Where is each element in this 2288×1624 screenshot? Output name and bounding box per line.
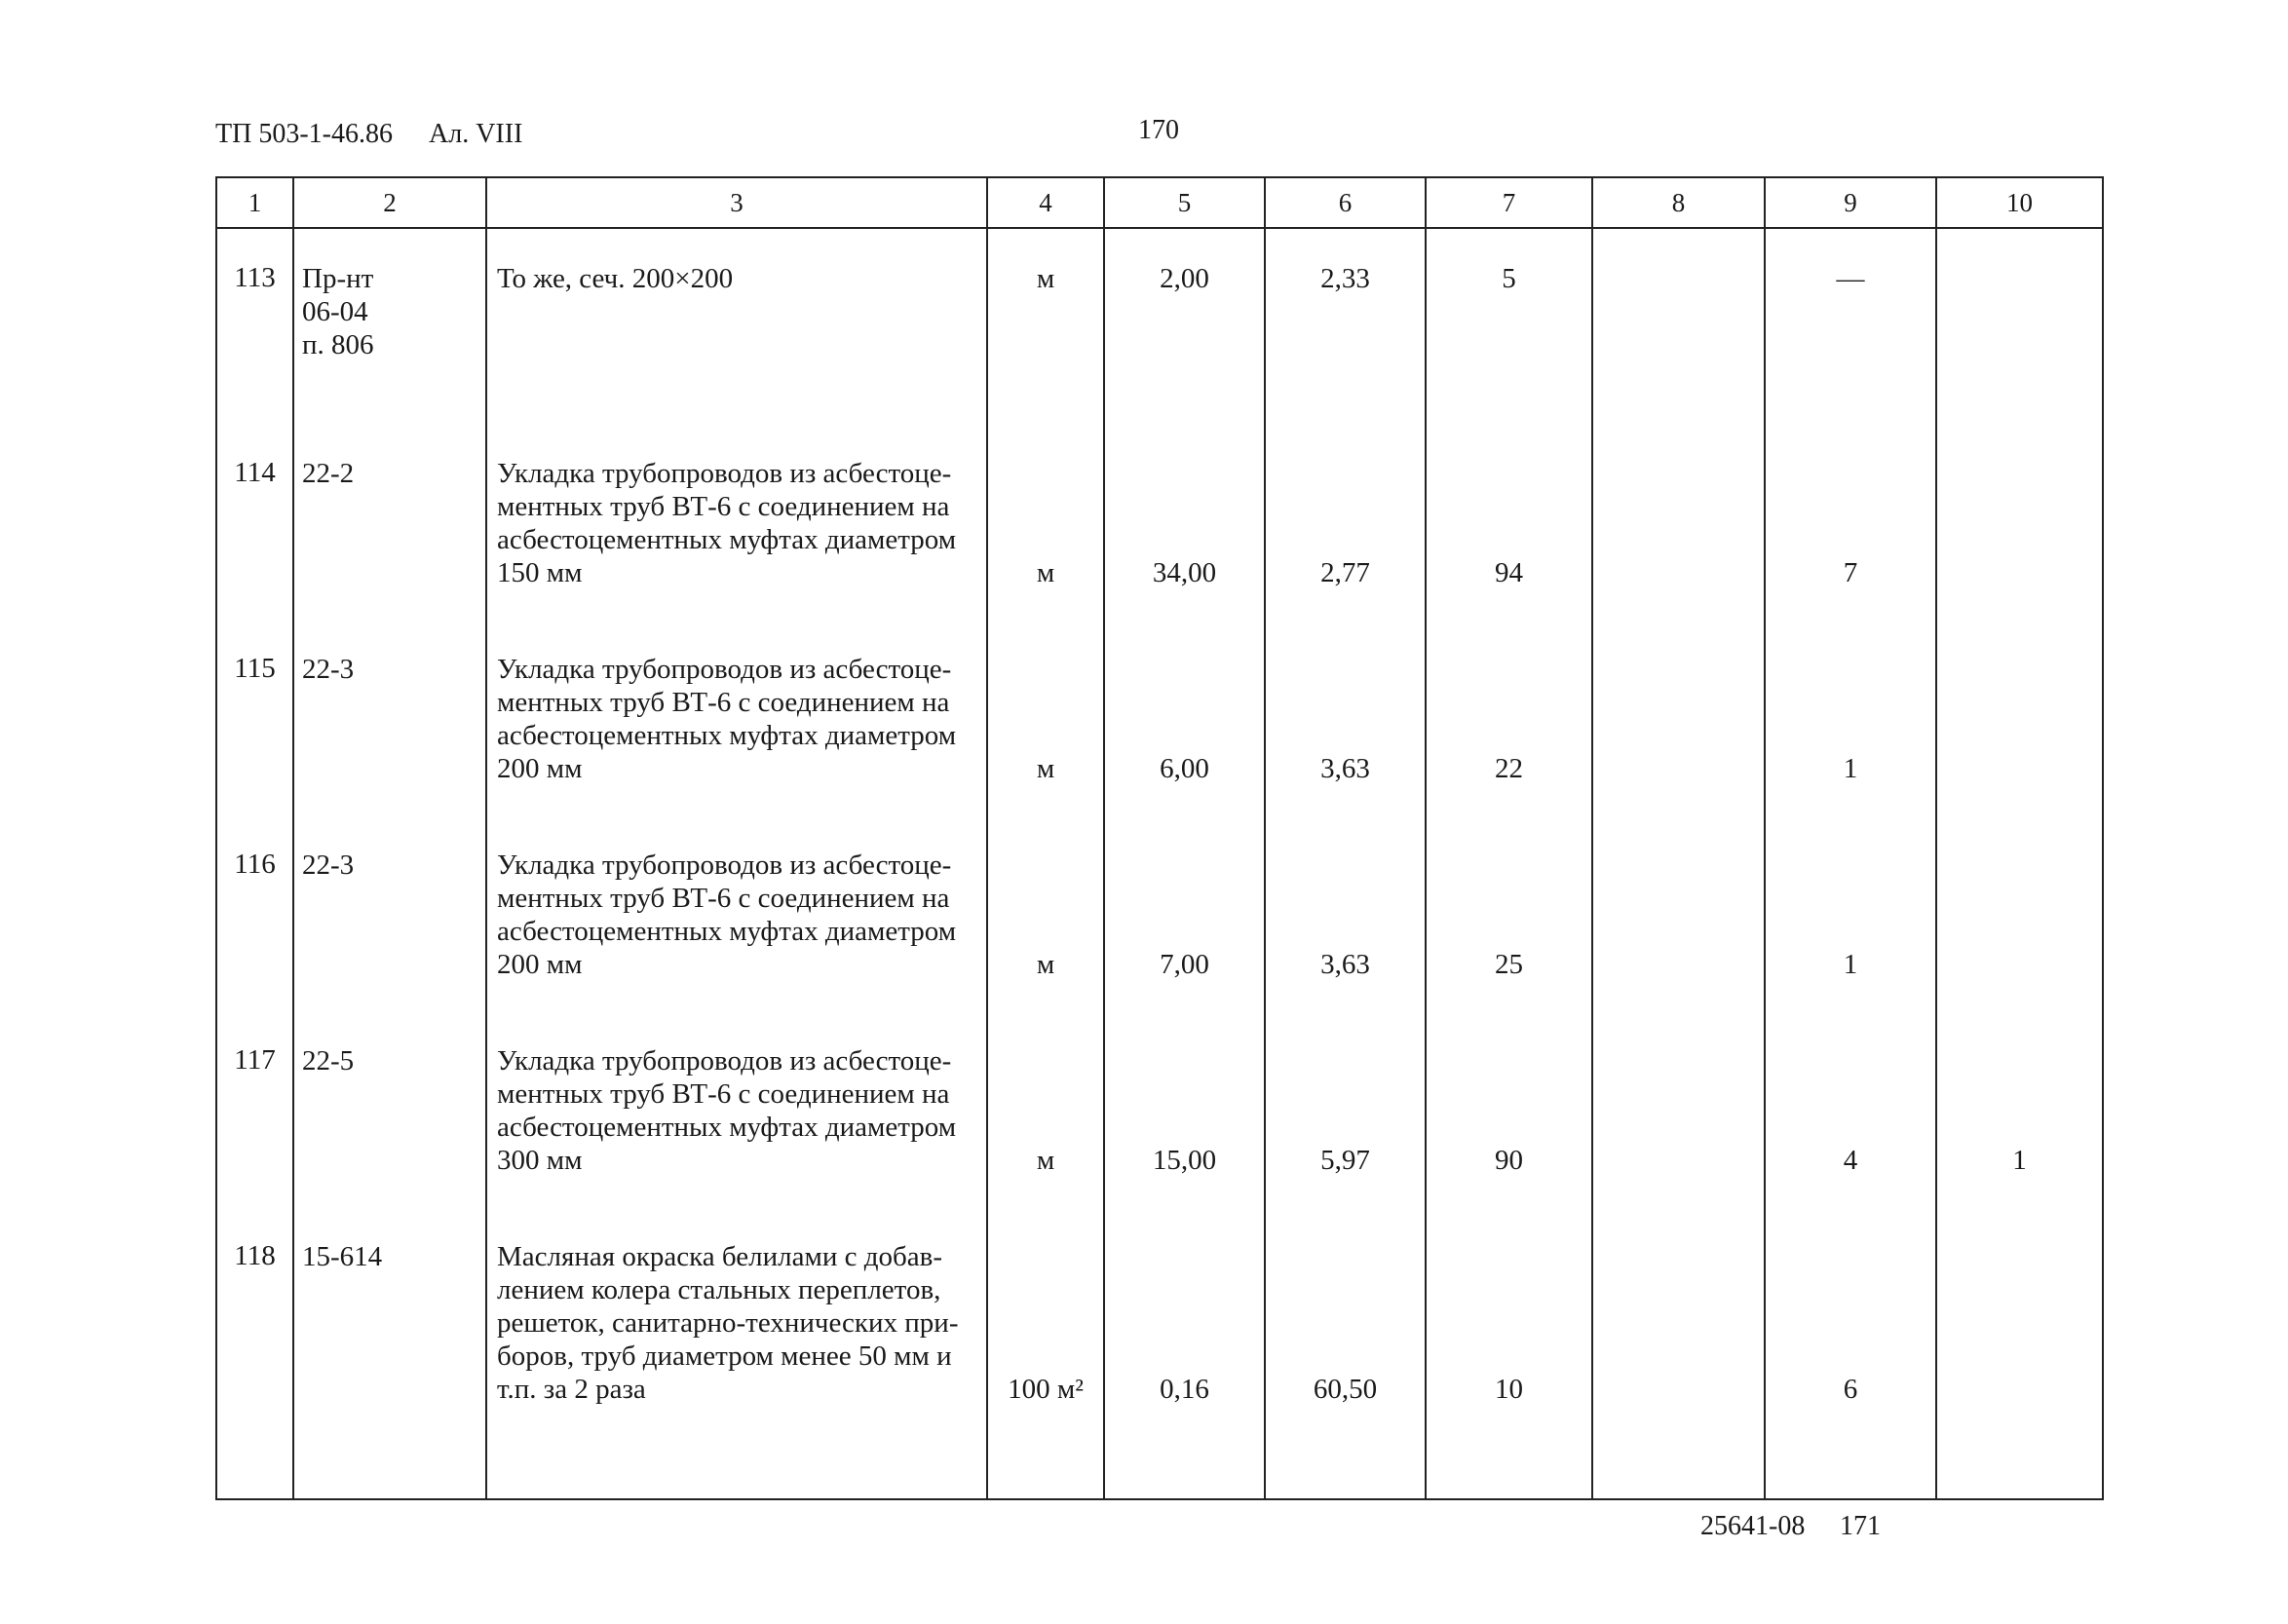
column-9-value-text: 1 xyxy=(1843,753,1858,784)
album-number: Ал. VIII xyxy=(429,119,523,149)
norm-code-line: 22-2 xyxy=(302,458,355,489)
quantity xyxy=(1104,424,1265,620)
column-8-value xyxy=(1592,620,1765,815)
column-header-6: 6 xyxy=(1265,177,1426,228)
column-10-value-text xyxy=(1937,262,2102,295)
column-10-value xyxy=(1936,815,2103,1011)
column-9-value xyxy=(1765,620,1936,815)
work-description-line: лением колера стальных переплетов, xyxy=(497,1274,941,1305)
row-number: 117 xyxy=(216,1011,293,1207)
work-description-line: Укладка трубопроводов из асбестоце- xyxy=(497,654,952,685)
column-9-value-text: 1 xyxy=(1843,949,1858,980)
column-10-value-text xyxy=(1937,948,2102,981)
norm-code-line: Пр-нт xyxy=(302,263,374,294)
norm-code xyxy=(293,815,486,1011)
column-header-7: 7 xyxy=(1426,177,1592,228)
column-9-value-text: 6 xyxy=(1843,1374,1858,1405)
column-10-value xyxy=(1936,620,2103,815)
work-description-line: асбестоцементных муфтах диаметром xyxy=(497,1112,957,1143)
column-10-value xyxy=(1936,1207,2103,1499)
work-description-line: ментных труб ВТ-6 с соединением на xyxy=(497,883,950,914)
row-number: 118 xyxy=(216,1207,293,1499)
work-description-line: 200 мм xyxy=(497,949,583,980)
norm-code-line: 22-3 xyxy=(302,654,355,685)
unit-price-text: 60,50 xyxy=(1313,1374,1378,1405)
unit-of-measure-text: м xyxy=(1036,557,1055,588)
work-description-line: Укладка трубопроводов из асбестоце- xyxy=(497,1045,952,1076)
column-8-value-text xyxy=(1593,752,1764,785)
unit-price xyxy=(1265,620,1426,815)
unit-price xyxy=(1265,424,1426,620)
work-description-line: ментных труб ВТ-6 с соединением на xyxy=(497,687,950,718)
total-cost-text: 94 xyxy=(1495,557,1523,588)
unit-of-measure-text: м xyxy=(1036,263,1055,294)
page-number: 170 xyxy=(1138,115,1179,145)
work-description-line: т.п. за 2 раза xyxy=(497,1374,646,1405)
column-8-value-text xyxy=(1593,948,1764,981)
work-description xyxy=(486,228,987,424)
column-8-value xyxy=(1592,1011,1765,1207)
quantity-text: 0,16 xyxy=(1160,1374,1209,1405)
unit-price-text: 5,97 xyxy=(1320,1145,1370,1176)
column-10-value-text: 1 xyxy=(2012,1145,2027,1176)
table-row xyxy=(216,815,2103,1011)
column-9-value xyxy=(1765,1011,1936,1207)
work-description-line: ментных труб ВТ-6 с соединением на xyxy=(497,1078,950,1110)
column-9-value-text: — xyxy=(1836,263,1865,294)
total-cost xyxy=(1426,1207,1592,1499)
work-description-line: Масляная окраска белилами с добав- xyxy=(497,1241,942,1272)
quantity xyxy=(1104,228,1265,424)
column-header-2: 2 xyxy=(293,177,486,228)
work-description-line: 200 мм xyxy=(497,753,583,784)
quantity xyxy=(1104,620,1265,815)
column-header-4: 4 xyxy=(987,177,1104,228)
unit-of-measure xyxy=(987,228,1104,424)
work-description-line: Укладка трубопроводов из асбестоце- xyxy=(497,850,952,881)
total-cost-text: 25 xyxy=(1495,949,1523,980)
unit-of-measure xyxy=(987,1207,1104,1499)
column-8-value-text xyxy=(1593,556,1764,589)
quantity xyxy=(1104,815,1265,1011)
unit-of-measure xyxy=(987,424,1104,620)
unit-price xyxy=(1265,1207,1426,1499)
work-description-line: решеток, санитарно-технических при- xyxy=(497,1307,959,1339)
column-header-1: 1 xyxy=(216,177,293,228)
work-description xyxy=(486,815,987,1011)
row-number: 116 xyxy=(216,815,293,1011)
total-cost xyxy=(1426,1011,1592,1207)
footer-page-number: 171 xyxy=(1840,1511,1881,1541)
column-header-10: 10 xyxy=(1936,177,2103,228)
unit-of-measure-text: м xyxy=(1036,753,1055,784)
norm-code-line: 06-04 xyxy=(302,296,368,327)
work-description-line: асбестоцементных муфтах диаметром xyxy=(497,720,957,751)
total-cost xyxy=(1426,228,1592,424)
total-cost-text: 5 xyxy=(1502,263,1516,294)
column-10-value xyxy=(1936,228,2103,424)
total-cost xyxy=(1426,424,1592,620)
total-cost-text: 22 xyxy=(1495,753,1523,784)
work-description-line: ментных труб ВТ-6 с соединением на xyxy=(497,491,950,522)
quantity-text: 15,00 xyxy=(1152,1145,1217,1176)
work-description-line: Укладка трубопроводов из асбестоце- xyxy=(497,458,952,489)
work-description xyxy=(486,1011,987,1207)
column-10-value-text xyxy=(1937,752,2102,785)
unit-price xyxy=(1265,228,1426,424)
total-cost xyxy=(1426,815,1592,1011)
column-9-value xyxy=(1765,1207,1936,1499)
norm-code-line: 22-3 xyxy=(302,850,355,881)
column-8-value xyxy=(1592,228,1765,424)
column-8-value-text xyxy=(1593,1373,1764,1406)
table-row xyxy=(216,1011,2103,1207)
unit-price-text: 2,33 xyxy=(1320,263,1370,294)
column-header-5: 5 xyxy=(1104,177,1265,228)
column-9-value xyxy=(1765,228,1936,424)
unit-of-measure-text: 100 м² xyxy=(1008,1374,1084,1405)
row-number: 113 xyxy=(216,228,293,424)
quantity-text: 7,00 xyxy=(1160,949,1209,980)
column-8-value xyxy=(1592,1207,1765,1499)
norm-code-line: 15-614 xyxy=(302,1241,383,1272)
work-description-line: асбестоцементных муфтах диаметром xyxy=(497,916,957,947)
column-10-value xyxy=(1936,1011,2103,1207)
unit-of-measure xyxy=(987,815,1104,1011)
quantity xyxy=(1104,1011,1265,1207)
table-body xyxy=(216,228,2103,1499)
norm-code-line: 22-5 xyxy=(302,1045,355,1076)
column-8-value-text xyxy=(1593,1144,1764,1177)
table-row xyxy=(216,1207,2103,1499)
norm-code xyxy=(293,1011,486,1207)
total-cost-text: 90 xyxy=(1495,1145,1523,1176)
quantity-text: 34,00 xyxy=(1152,557,1217,588)
column-10-value-text xyxy=(1937,1373,2102,1406)
unit-of-measure xyxy=(987,1011,1104,1207)
work-description-line: То же, сеч. 200×200 xyxy=(497,263,734,294)
unit-price-text: 2,77 xyxy=(1320,557,1370,588)
work-description xyxy=(486,424,987,620)
column-9-value xyxy=(1765,424,1936,620)
total-cost-text: 10 xyxy=(1495,1374,1523,1405)
norm-code-line: п. 806 xyxy=(302,329,374,360)
row-number: 114 xyxy=(216,424,293,620)
norm-code xyxy=(293,1207,486,1499)
column-8-value xyxy=(1592,815,1765,1011)
norm-code xyxy=(293,620,486,815)
column-header-3: 3 xyxy=(486,177,987,228)
column-10-value-text xyxy=(1937,556,2102,589)
unit-of-measure-text: м xyxy=(1036,1145,1055,1176)
column-9-value-text: 4 xyxy=(1843,1145,1858,1176)
column-8-value xyxy=(1592,424,1765,620)
document-code: ТП 503-1-46.86 xyxy=(215,119,393,149)
work-description-line: 150 мм xyxy=(497,557,583,588)
quantity-text: 6,00 xyxy=(1160,753,1209,784)
norm-code xyxy=(293,228,486,424)
column-header-9: 9 xyxy=(1765,177,1936,228)
work-description xyxy=(486,1207,987,1499)
column-9-value xyxy=(1765,815,1936,1011)
work-description-line: 300 мм xyxy=(497,1145,583,1176)
unit-of-measure-text: м xyxy=(1036,949,1055,980)
column-8-value-text xyxy=(1593,262,1764,295)
work-description xyxy=(486,620,987,815)
unit-price xyxy=(1265,1011,1426,1207)
work-description-line: асбестоцементных муфтах диаметром xyxy=(497,524,957,555)
column-number-row xyxy=(216,177,2103,228)
column-9-value-text: 7 xyxy=(1843,557,1858,588)
unit-price-text: 3,63 xyxy=(1320,753,1370,784)
table-row xyxy=(216,424,2103,620)
column-header-8: 8 xyxy=(1592,177,1765,228)
footer-code: 25641-08 xyxy=(1700,1511,1806,1541)
estimate-table xyxy=(215,176,2104,1500)
table-row xyxy=(216,228,2103,424)
quantity xyxy=(1104,1207,1265,1499)
work-description-line: боров, труб диаметром менее 50 мм и xyxy=(497,1341,952,1372)
row-number: 115 xyxy=(216,620,293,815)
unit-of-measure xyxy=(987,620,1104,815)
total-cost xyxy=(1426,620,1592,815)
table-row xyxy=(216,620,2103,815)
column-10-value xyxy=(1936,424,2103,620)
norm-code xyxy=(293,424,486,620)
unit-price xyxy=(1265,815,1426,1011)
quantity-text: 2,00 xyxy=(1160,263,1209,294)
unit-price-text: 3,63 xyxy=(1320,949,1370,980)
